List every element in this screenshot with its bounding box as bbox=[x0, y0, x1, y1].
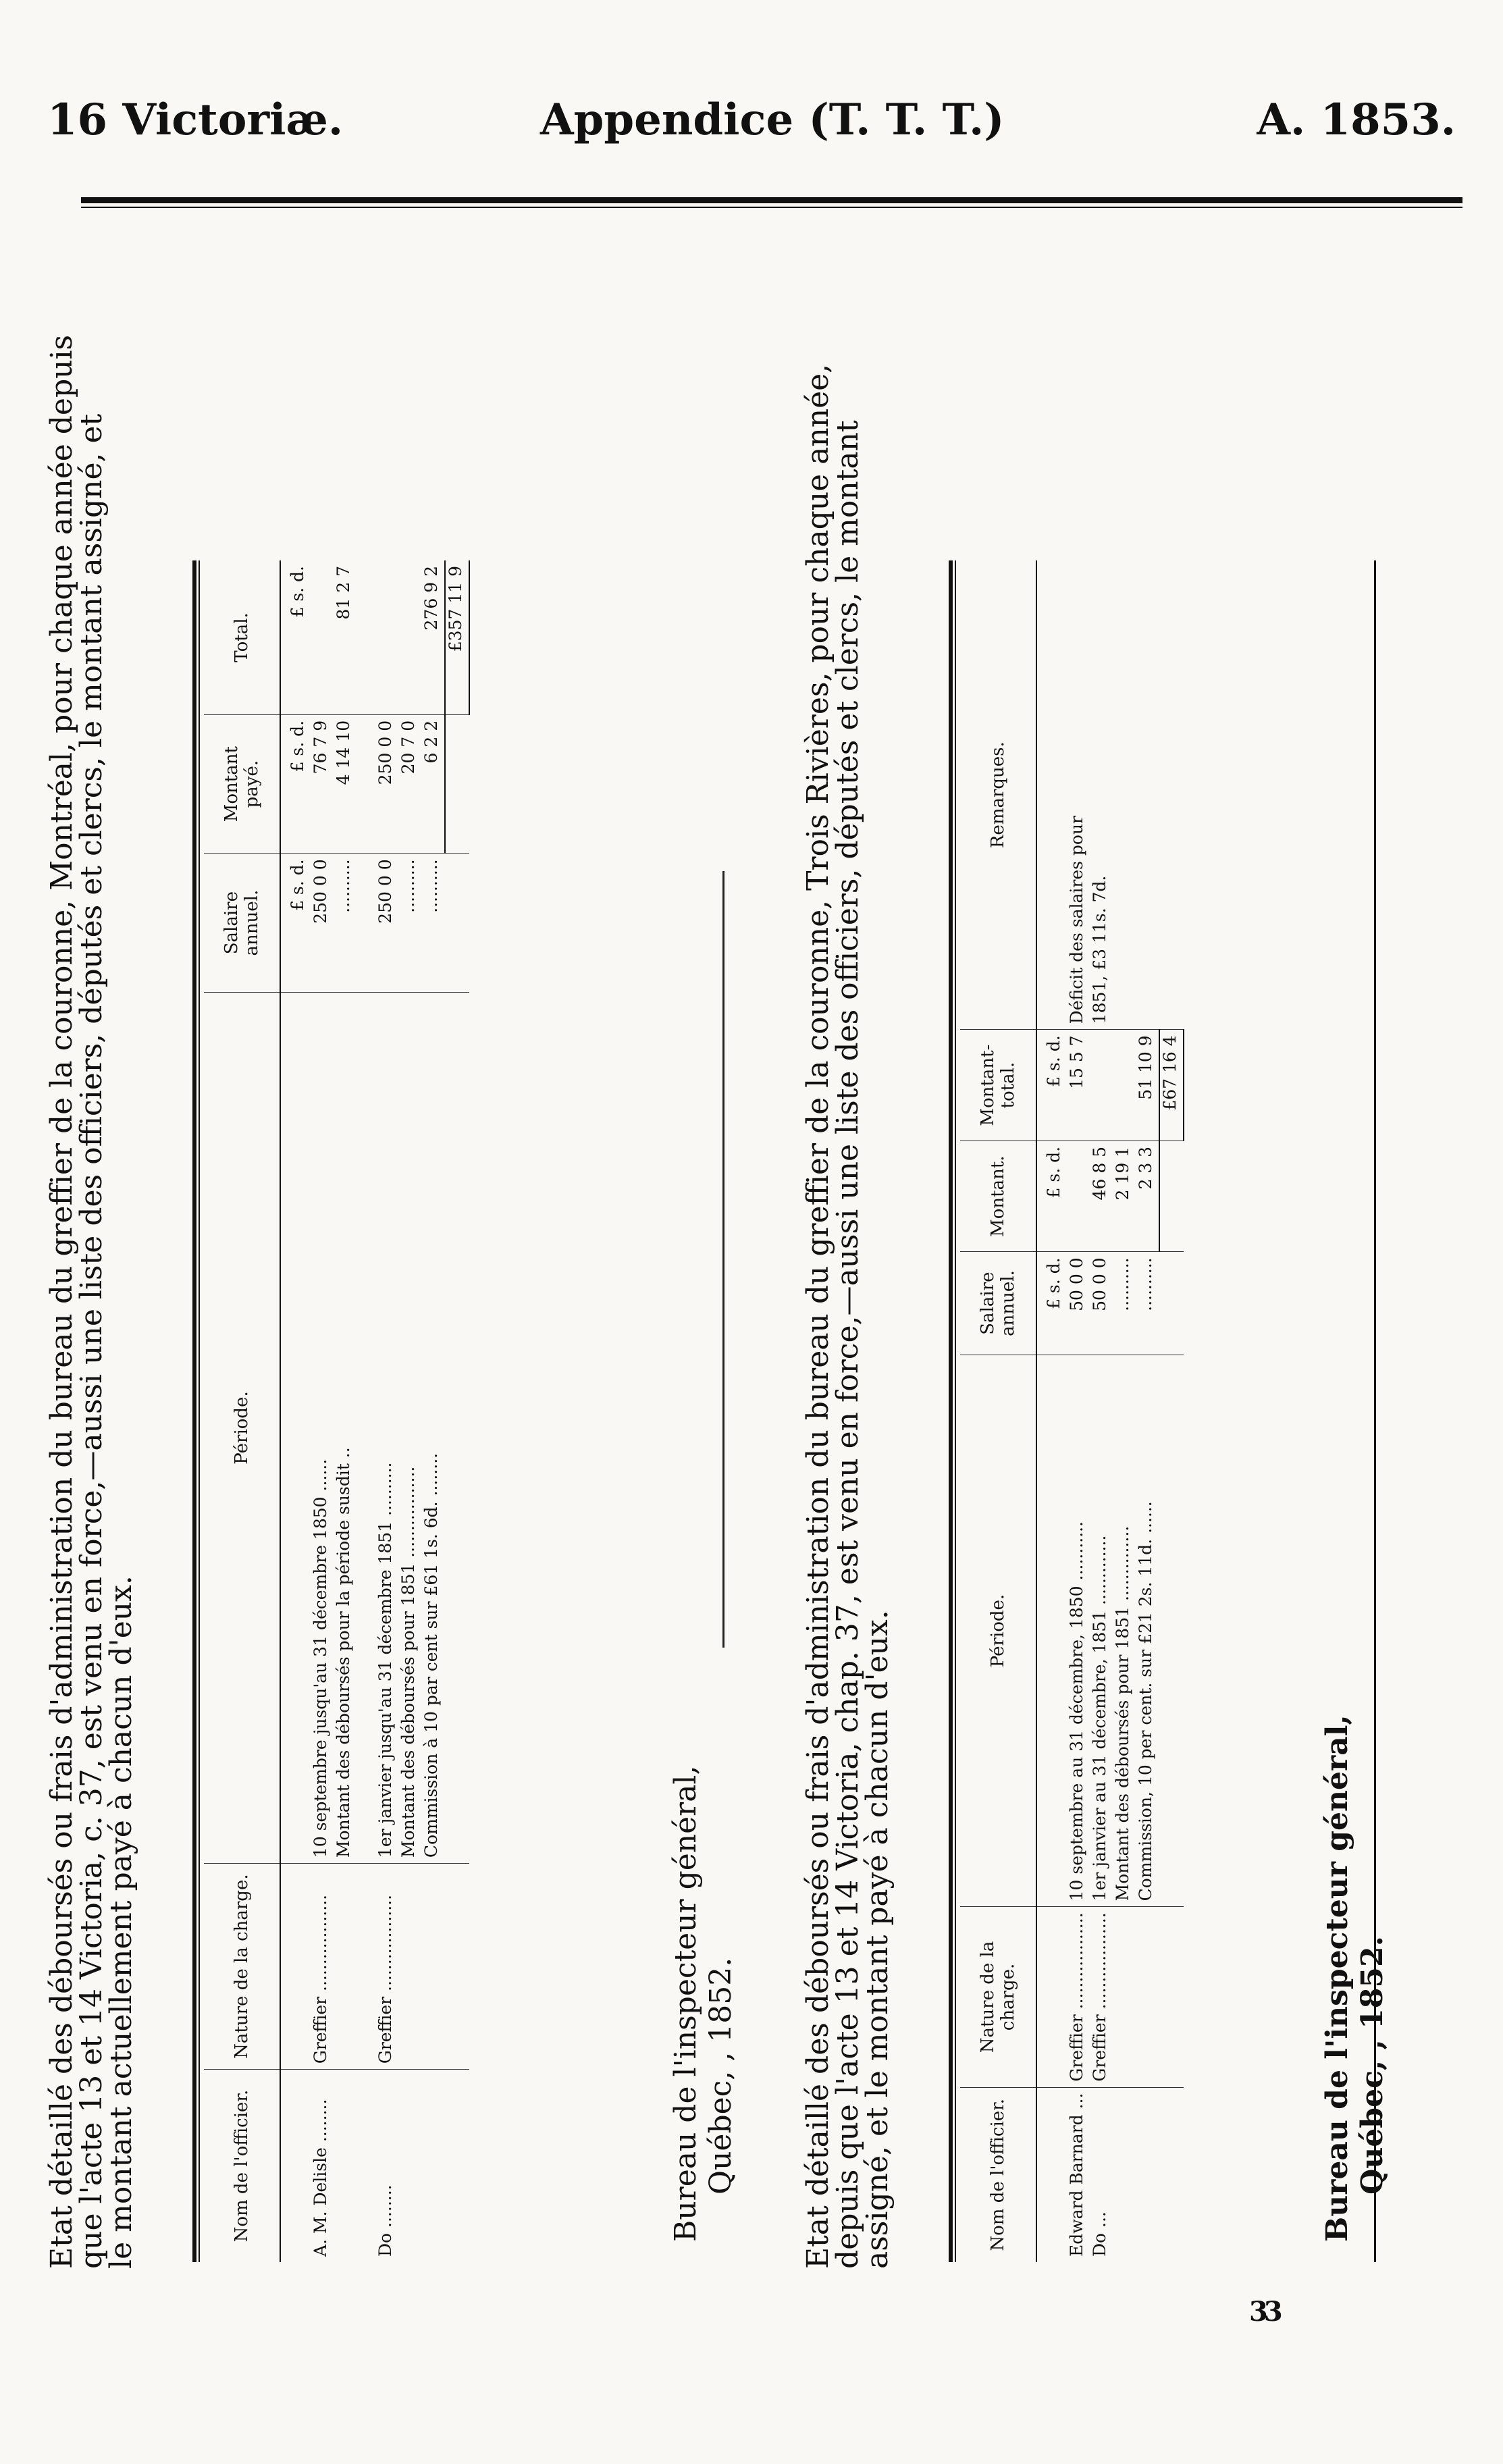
cell-nature: Greffier .................. bbox=[1090, 1907, 1113, 2087]
cell-total bbox=[398, 560, 421, 714]
section1-intro bbox=[47, 335, 136, 2269]
table-row-spacer bbox=[357, 560, 375, 2262]
cell-remarques: Déficit des salaires pour bbox=[1067, 815, 1086, 1024]
cell-total: 276 9 2 bbox=[421, 560, 445, 714]
section1-intro-line: Etat détaillé des déboursés ou frais d'administration du bureau du greffier de la couronne, Montréal, pour chaque année depuis bbox=[45, 334, 79, 2269]
col-total: Total. bbox=[204, 560, 280, 714]
cell-montant bbox=[1067, 1141, 1090, 1251]
table2-top-rule-thin bbox=[955, 560, 956, 2262]
cell-nom: Do ........ bbox=[375, 2070, 398, 2262]
section2-signature bbox=[1320, 1714, 1390, 2242]
col-nom-officier: Nom de l'officier. bbox=[204, 2070, 280, 2262]
signature-line: Québec, , 1852. bbox=[1355, 1936, 1390, 2195]
cell-montant: 2 3 3 bbox=[1136, 1141, 1159, 1251]
cell-nature bbox=[421, 1864, 445, 2070]
cell-total: 15 5 7 bbox=[1067, 1030, 1090, 1141]
table-row bbox=[1090, 560, 1113, 2262]
cell-periode: Montant des déboursés pour 1851 ................. bbox=[398, 992, 421, 1863]
table2-units-row bbox=[1036, 560, 1067, 2262]
section1-signature bbox=[668, 1766, 739, 2242]
cell-periode: 10 septembre jusqu'au 31 décembre 1850 ...... bbox=[311, 992, 334, 1863]
col-remarques: Remarques. bbox=[960, 560, 1036, 1030]
table-row bbox=[1067, 560, 1090, 2262]
table-row bbox=[334, 560, 357, 2262]
table1-total-row bbox=[445, 560, 469, 2262]
cell-nom bbox=[1113, 2087, 1136, 2262]
cell-periode: Commission à 10 par cent sur £61 1s. 6d. ........ bbox=[421, 992, 445, 1863]
table-row bbox=[421, 560, 445, 2262]
cell-periode: Montant des déboursés pour 1851 .............. bbox=[1113, 1355, 1136, 1907]
table1 bbox=[204, 560, 470, 2262]
units-montant: £ s. d. bbox=[1036, 1141, 1067, 1251]
cell-montant: 46 8 5 bbox=[1090, 1141, 1113, 1251]
table2-top-rule bbox=[949, 560, 953, 2262]
units-total: £ s. d. bbox=[288, 566, 307, 618]
cell-nature bbox=[398, 1864, 421, 2070]
cell-paye: 6 2 2 bbox=[421, 714, 445, 854]
cell-total bbox=[311, 560, 334, 714]
table-row bbox=[398, 560, 421, 2262]
units-total: £ s. d. bbox=[1036, 1030, 1067, 1141]
cell-remarques bbox=[1136, 560, 1159, 1030]
col-nature-charge: Nature de la charge. bbox=[204, 1864, 280, 2070]
header-rule-thick bbox=[81, 197, 1462, 203]
section-divider bbox=[722, 871, 724, 1648]
cell-salaire: .......... bbox=[334, 854, 357, 993]
section2-intro bbox=[803, 364, 893, 2269]
grand-total: £357 11 9 bbox=[445, 560, 469, 714]
table2-total-row bbox=[1159, 560, 1184, 2262]
cell-salaire: 50 0 0 bbox=[1090, 1252, 1113, 1355]
table1-units-row bbox=[280, 560, 311, 2262]
cell-salaire: 50 0 0 bbox=[1067, 1252, 1090, 1355]
cell-nom bbox=[334, 2070, 357, 2262]
cell-salaire: .......... bbox=[421, 854, 445, 993]
units-salaire: £ s. d. bbox=[280, 854, 311, 993]
cell-remarques bbox=[1113, 560, 1136, 1030]
grand-total: £67 16 4 bbox=[1159, 1030, 1184, 1141]
table1-top-rule bbox=[192, 560, 196, 2262]
cell-salaire: .......... bbox=[1113, 1252, 1136, 1355]
cell-total bbox=[1090, 1030, 1113, 1141]
cell-periode: 1er janvier au 31 décembre, 1851 ............. bbox=[1090, 1355, 1113, 1907]
cell-periode: Commission, 10 per cent. sur £21 2s. 11d. ...... bbox=[1136, 1355, 1159, 1907]
signature-line: Québec, , 1852. bbox=[704, 1957, 738, 2195]
section1-intro-line: que l'acte 13 et 14 Victoria, c. 37, est venu en force,—aussi une liste des officiers, députés et clercs, le montant assigné, et bbox=[74, 413, 109, 2269]
col-montant-paye: Montant payé. bbox=[204, 714, 280, 854]
section1-intro-line: le montant actuellement payé à chacun d'eux. bbox=[104, 1575, 138, 2269]
cell-salaire: 250 0 0 bbox=[375, 854, 398, 993]
cell-nature bbox=[1113, 1907, 1136, 2087]
cell-nom: Edward Barnard ... bbox=[1067, 2087, 1090, 2262]
cell-salaire: .......... bbox=[398, 854, 421, 993]
col-nom-officier: Nom de l'officier. bbox=[960, 2087, 1036, 2262]
col-montant-total: Montant-total. bbox=[960, 1030, 1036, 1141]
col-periode: Période. bbox=[204, 992, 280, 1863]
cell-paye: 76 7 9 bbox=[311, 714, 334, 854]
cell-paye: 4 14 10 bbox=[334, 714, 357, 854]
cell-nature: Greffier .................. bbox=[1067, 1907, 1090, 2087]
cell-salaire: .......... bbox=[1136, 1252, 1159, 1355]
table2-header-row bbox=[960, 560, 1036, 2262]
table1-header-row bbox=[204, 560, 280, 2262]
col-periode: Période. bbox=[960, 1355, 1036, 1907]
cell-periode: Montant des déboursés pour la période susdit .. bbox=[334, 992, 357, 1863]
cell-nature: Greffier .................. bbox=[375, 1864, 398, 2070]
cell-nom bbox=[1136, 2087, 1159, 2262]
section2-intro-line: assigné, et le montant payé à chacun d'eux. bbox=[860, 1610, 895, 2269]
signature-line: Bureau de l'inspecteur général, bbox=[668, 1765, 703, 2242]
section2-intro-line: Etat détaillé des déboursés ou frais d'administration du bureau du greffier de la couronne, Trois Rivières, pour chaque année, bbox=[801, 363, 835, 2269]
col-montant: Montant. bbox=[960, 1141, 1036, 1251]
rotated-content bbox=[47, 243, 1418, 2269]
cell-nom: A. M. Delisle ........ bbox=[311, 2070, 334, 2262]
units-salaire: £ s. d. bbox=[1036, 1252, 1067, 1355]
section2-intro-line: depuis que l'acte 13 et 14 Victoria, chap. 37, est venu en force,—aussi une liste des officiers, députés et clercs, le montant bbox=[830, 420, 865, 2269]
cell-paye: 20 7 0 bbox=[398, 714, 421, 854]
header-rule-thin bbox=[81, 207, 1462, 208]
cell-nom bbox=[421, 2070, 445, 2262]
cell-total: 81 2 7 bbox=[334, 566, 353, 620]
table-row bbox=[1136, 560, 1159, 2262]
table1-top-rule-thin bbox=[199, 560, 200, 2262]
page-number-mark: 33 bbox=[1249, 2296, 1279, 2328]
cell-nom: Do ... bbox=[1090, 2087, 1113, 2262]
table-row bbox=[311, 560, 334, 2262]
col-nature-charge: Nature de la charge. bbox=[960, 1907, 1036, 2087]
signature-line: Bureau de l'inspecteur général, bbox=[1320, 1714, 1354, 2242]
running-header-center: Appendice (T. T. T.) bbox=[540, 95, 1005, 145]
cell-remarques: 1851, £3 11s. 7d. bbox=[1090, 875, 1109, 1024]
cell-montant: 2 19 1 bbox=[1113, 1141, 1136, 1251]
cell-nature bbox=[334, 1864, 357, 2070]
table2 bbox=[960, 560, 1184, 2262]
cell-total bbox=[1113, 1030, 1136, 1141]
col-salaire-annuel: Salaire annuel. bbox=[960, 1252, 1036, 1355]
cell-periode: 1er janvier jusqu'au 31 décembre 1851 .......... bbox=[375, 992, 398, 1863]
table-row bbox=[1113, 560, 1136, 2262]
running-header-right: A. 1853. bbox=[1257, 95, 1456, 145]
units-paye: £ s. d. bbox=[280, 714, 311, 854]
cell-nature bbox=[1136, 1907, 1159, 2087]
cell-total: 51 10 9 bbox=[1136, 1030, 1159, 1141]
col-salaire-annuel: Salaire annuel. bbox=[204, 854, 280, 993]
table-row bbox=[375, 560, 398, 2262]
running-header-left: 16 Victoriæ. bbox=[47, 95, 344, 145]
cell-salaire: 250 0 0 bbox=[311, 854, 334, 993]
cell-paye: 250 0 0 bbox=[375, 714, 398, 854]
cell-nature: Greffier .................. bbox=[311, 1864, 334, 2070]
cell-nom bbox=[398, 2070, 421, 2262]
cell-periode: 10 septembre au 31 décembre, 1850 ........... bbox=[1067, 1355, 1090, 1907]
cell-total bbox=[375, 560, 398, 714]
